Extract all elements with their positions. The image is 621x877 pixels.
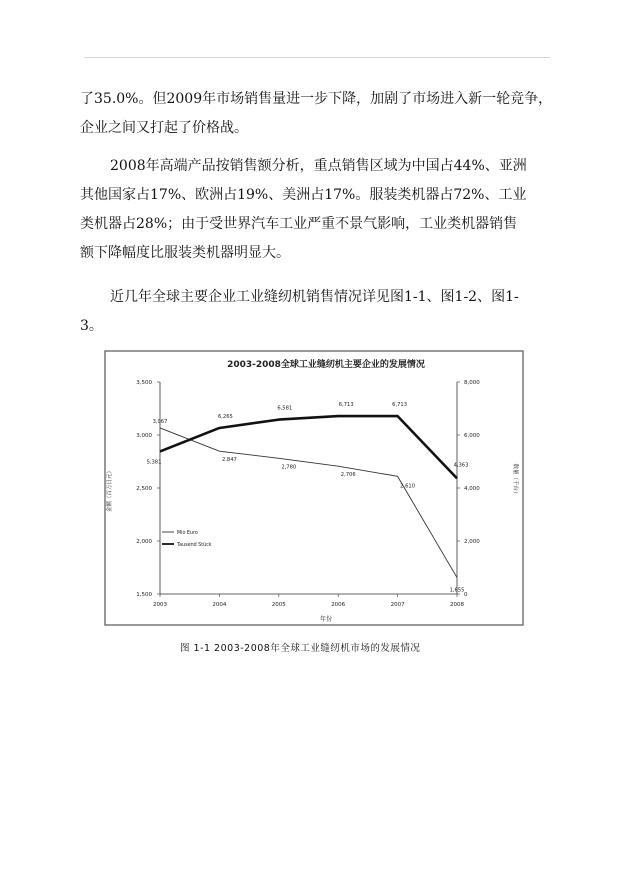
x-tick-label: 2003 — [153, 602, 167, 608]
legend-label: Tausend Stück — [177, 543, 212, 548]
y-left-tick-label: 2,500 — [136, 486, 152, 492]
y-left-tick-label: 1,500 — [136, 592, 152, 598]
chart-frame — [105, 351, 523, 625]
x-tick-label: 2007 — [390, 602, 405, 608]
data-label: 6,713 — [392, 402, 408, 409]
y-axis-right-label: 数量（千台） — [512, 463, 518, 497]
data-label: 2,610 — [400, 483, 416, 490]
text-line: 额下降幅度比服装类机器明显大。 — [80, 245, 290, 261]
paragraph-3 — [80, 283, 550, 341]
y-right-tick-label: 6,000 — [464, 433, 480, 439]
chart-figure — [104, 350, 524, 626]
data-label: 3,067 — [152, 418, 168, 425]
paragraph-1 — [80, 85, 553, 143]
text-line: 近几年全球主要企业工业缝纫机销售情况详见图1-1、图1-2、图1- — [110, 289, 519, 305]
text-line: 类机器占28%；由于受世界汽车工业严重不景气影响，工业类机器销售 — [80, 216, 518, 232]
y-right-tick-label: 0 — [464, 592, 468, 598]
data-label: 2,847 — [221, 457, 237, 464]
y-axis-left-label: 金额（百万日元） — [107, 467, 113, 513]
y-left-tick-label: 2,000 — [136, 539, 152, 545]
data-label: 4,363 — [453, 462, 469, 469]
y-left-tick-label: 3,500 — [136, 380, 152, 386]
chart-svg — [104, 350, 524, 626]
text-line: 2008年高端产品按销售额分析，重点销售区域为中国占44%、亚洲 — [110, 158, 527, 174]
text-line: 了35.0%。但2009年市场销售量进一步下降，加剧了市场进入新一轮竞争， — [80, 91, 553, 107]
data-label: 6,265 — [217, 413, 233, 420]
text-line: 企业之间又打起了价格战。 — [80, 120, 248, 136]
text-line: 其他国家占17%、欧洲占19%、美洲占17%。服装类机器占72%、工业 — [80, 187, 527, 203]
y-left-tick-label: 3,000 — [136, 433, 152, 439]
text-line: 3。 — [80, 318, 103, 334]
x-axis-label: 年份 — [319, 616, 333, 623]
data-label: 2,780 — [281, 464, 297, 471]
data-label: 2,706 — [340, 472, 356, 479]
x-tick-label: 2008 — [450, 602, 464, 608]
header-rule — [84, 57, 550, 58]
x-tick-label: 2004 — [212, 602, 227, 608]
figure-caption: 图 1-1 2003-2008年全球工业缝纫机市场的发展情况 — [180, 643, 421, 654]
y-right-tick-label: 2,000 — [464, 539, 480, 545]
data-label: 5,381 — [146, 459, 162, 466]
x-tick-label: 2005 — [271, 602, 286, 608]
y-right-tick-label: 8,000 — [464, 380, 480, 386]
paragraph-2 — [80, 152, 550, 268]
legend-label: Mio Euro — [177, 531, 198, 536]
x-tick-label: 2006 — [331, 602, 346, 608]
y-right-tick-label: 4,000 — [464, 486, 480, 492]
data-label: 6,581 — [277, 405, 293, 412]
data-label: 6,713 — [338, 402, 354, 409]
chart-title: 2003-2008全球工业缝纫机主要企业的发展情况 — [227, 360, 425, 370]
data-label: 1,655 — [449, 587, 465, 594]
